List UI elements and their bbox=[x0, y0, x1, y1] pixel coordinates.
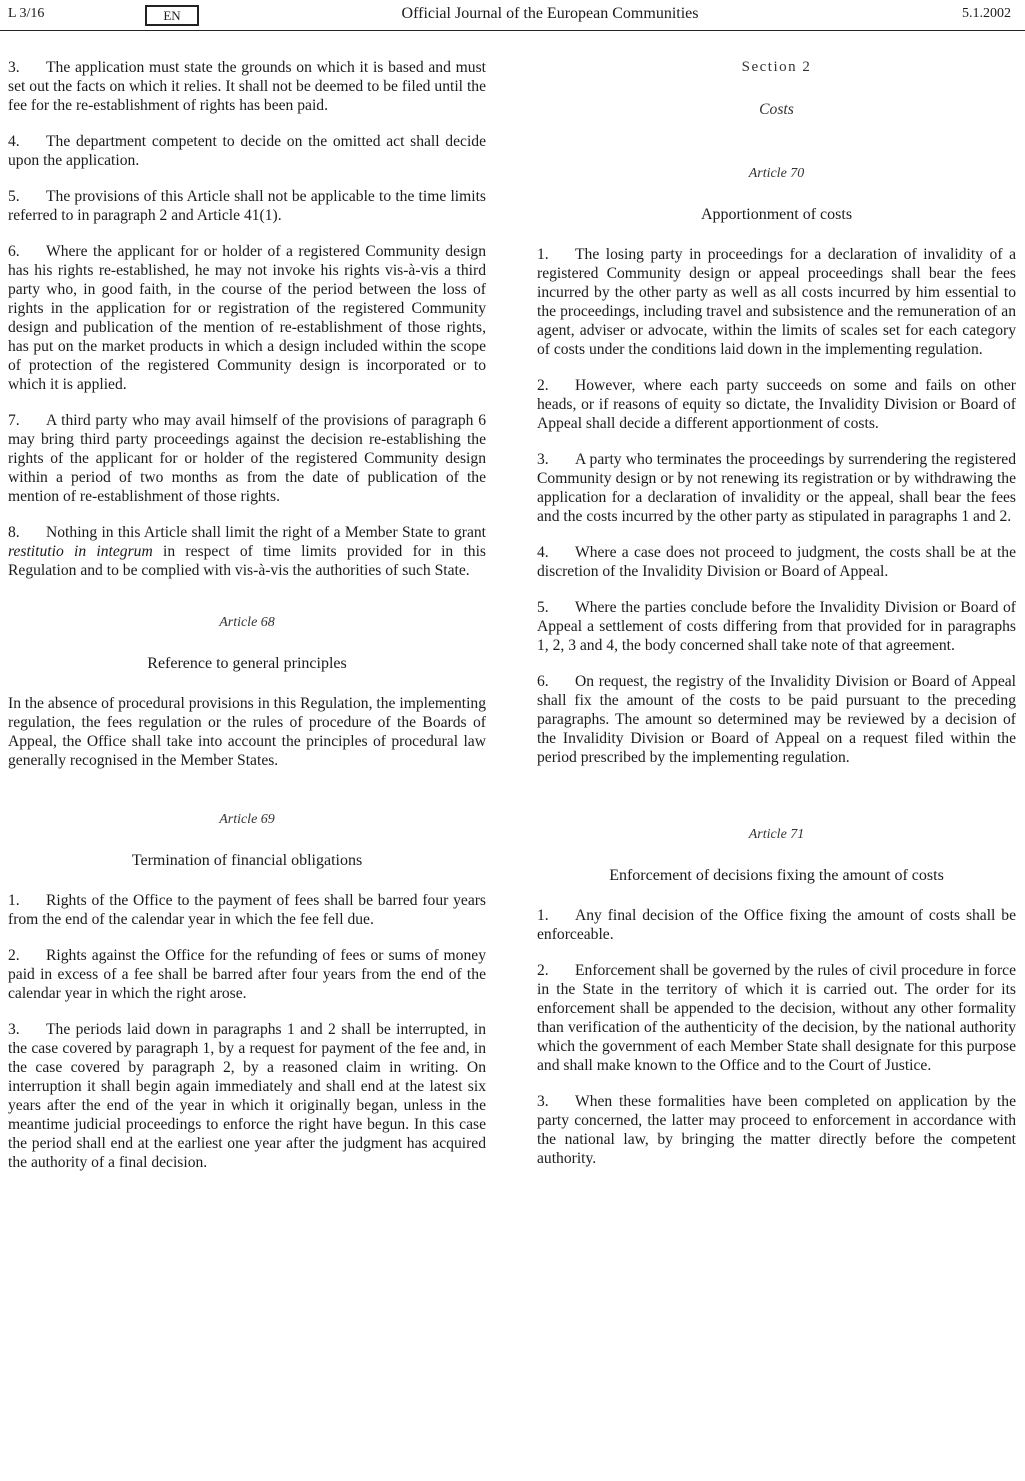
paragraph: 5. The provisions of this Article shall not be applicable to the time limits referred to in paragraph 2 and Article 41(1). bbox=[8, 188, 486, 224]
paragraph: 6. Where the applicant for or holder of a registered Community design has his rights re-established, he may not invoke his rights vis-à-vis a third party who, in good faith, in the course of the period between the loss of rights in the application for or registration of the registered Community design and publication of the mention of re-establishment of those rights, has put on the market products in which a design included within the scope of protection of the registered Community design is incorporated or to which it is applied. bbox=[8, 243, 486, 393]
section-label: Section 2 bbox=[741, 59, 812, 75]
article-title: Reference to general principles bbox=[147, 655, 347, 672]
section-title: Costs bbox=[759, 101, 794, 118]
paragraph: 2. Rights against the Office for the refunding of fees or sums of money paid in excess of a fee shall be barred after four years from the end of the calendar year in which the right arose. bbox=[8, 947, 486, 1002]
article-title: Termination of financial obligations bbox=[131, 852, 363, 869]
paragraph: 2. However, where each party succeeds on some and fails on other heads, or if reasons of equity so dictate, the Invalidity Division or Board of Appeal shall decide a different apportionment of costs. bbox=[537, 377, 1016, 432]
paragraph: 3. A party who terminates the proceedings by surrendering the registered Community design or by not renewing its registration or by withdrawing the application for a declaration of invalidity or the appeal, shall bear the fees and the costs incurred by the other party as stipulated in paragraphs 1 and 2. bbox=[537, 451, 1016, 525]
paragraph: 3. When these formalities have been completed on application by the party concerned, the latter may proceed to enforcement in accordance with the national law, by bringing the matter directly before the competent authority. bbox=[537, 1093, 1016, 1167]
paragraph: 3. The periods laid down in paragraphs 1 and 2 shall be interrupted, in the case covered by paragraph 1, by a request for payment of the fee and, in the case covered by paragraph 2, by a reasoned claim in writing. On interruption it shall begin again immediately and shall end at the latest six years after the end of the year in which it originally began, unless in the meantime judicial proceedings to enforce the right have begun. In this case the period shall end at the earliest one year after the judgment has acquired the authority of a final decision. bbox=[8, 1021, 486, 1171]
paragraph: In the absence of procedural provisions in this Regulation, the implementing regulation, the fees regulation or the rules of procedure of the Boards of Appeal, the Office shall take into account the principles of procedural law generally recognised in the Member States. bbox=[8, 695, 486, 769]
article-label: Article 70 bbox=[748, 166, 805, 181]
language-badge: EN bbox=[145, 5, 199, 26]
page-header bbox=[0, 0, 1025, 31]
paragraph: 6. On request, the registry of the Invalidity Division or Board of Appeal shall fix the amount of the costs to be paid pursuant to the preceding paragraphs. The amount so determined may be reviewed by a decision of the Invalidity Division or Board of Appeal on a request filed within the period prescribed by the implementing regulation. bbox=[537, 673, 1016, 766]
article-label: Article 68 bbox=[219, 615, 275, 630]
article-label: Article 69 bbox=[219, 812, 275, 827]
paragraph: 2. Enforcement shall be governed by the rules of civil procedure in force in the State in the territory of which it is carried out. The order for its enforcement shall be appended to the decision, without any other formality than verification of the authenticity of the decision, by the national authority which the government of each Member State shall designate for this purpose and shall make known to the Office and to the Court of Justice. bbox=[537, 962, 1016, 1074]
paragraph: 1. The losing party in proceedings for a declaration of invalidity of a registered Community design or appeal proceedings shall bear the fees incurred by the other party as well as all costs incurred by him essential to the proceedings, including travel and subsistence and the remuneration of an agent, adviser or advocate, within the limits of scales set for each category of costs under the conditions laid down in the implementing regulation. bbox=[537, 246, 1016, 358]
paragraph: 1. Any final decision of the Office fixing the amount of costs shall be enforceable. bbox=[537, 907, 1016, 943]
paragraph: 4. Where a case does not proceed to judgment, the costs shall be at the discretion of the Invalidity Division or Board of Appeal. bbox=[537, 544, 1016, 580]
left-column bbox=[8, 58, 486, 1189]
paragraph: 3. The application must state the grounds on which it is based and must set out the facts on which it relies. It shall not be deemed to be filed until the fee for the re-establishment of rights has been paid. bbox=[8, 59, 486, 114]
paragraph: 1. Rights of the Office to the payment of fees shall be barred four years from the end of the calendar year in which the fee fell due. bbox=[8, 892, 486, 928]
article-title: Enforcement of decisions fixing the amount of costs bbox=[609, 867, 944, 884]
page-reference: L 3/16 bbox=[8, 6, 45, 21]
paragraph: 7. A third party who may avail himself of the provisions of paragraph 6 may bring third party proceedings against the decision re-establishing the rights of the applicant for or holder of the registered Community design within a period of two months as from the date of publication of the mention of re-establishment of those rights. bbox=[8, 412, 486, 505]
paragraph: 8. Nothing in this Article shall limit the right of a Member State to grant restitutio in integrum in respect of time limits provided for in this Regulation and to be complied with vis-à-vis the authorities of such State. bbox=[8, 524, 486, 579]
right-column bbox=[537, 58, 1016, 1185]
journal-title: Official Journal of the European Communities bbox=[401, 5, 699, 22]
paragraph: 5. Where the parties conclude before the Invalidity Division or Board of Appeal a settlement of costs differing from that provided for in paragraphs 1, 2, 3 and 4, the body concerned shall take note of that agreement. bbox=[537, 599, 1016, 654]
publication-date: 5.1.2002 bbox=[962, 6, 1011, 21]
article-label: Article 71 bbox=[748, 827, 805, 842]
article-title: Apportionment of costs bbox=[700, 206, 853, 223]
paragraph: 4. The department competent to decide on the omitted act shall decide upon the application. bbox=[8, 133, 486, 169]
